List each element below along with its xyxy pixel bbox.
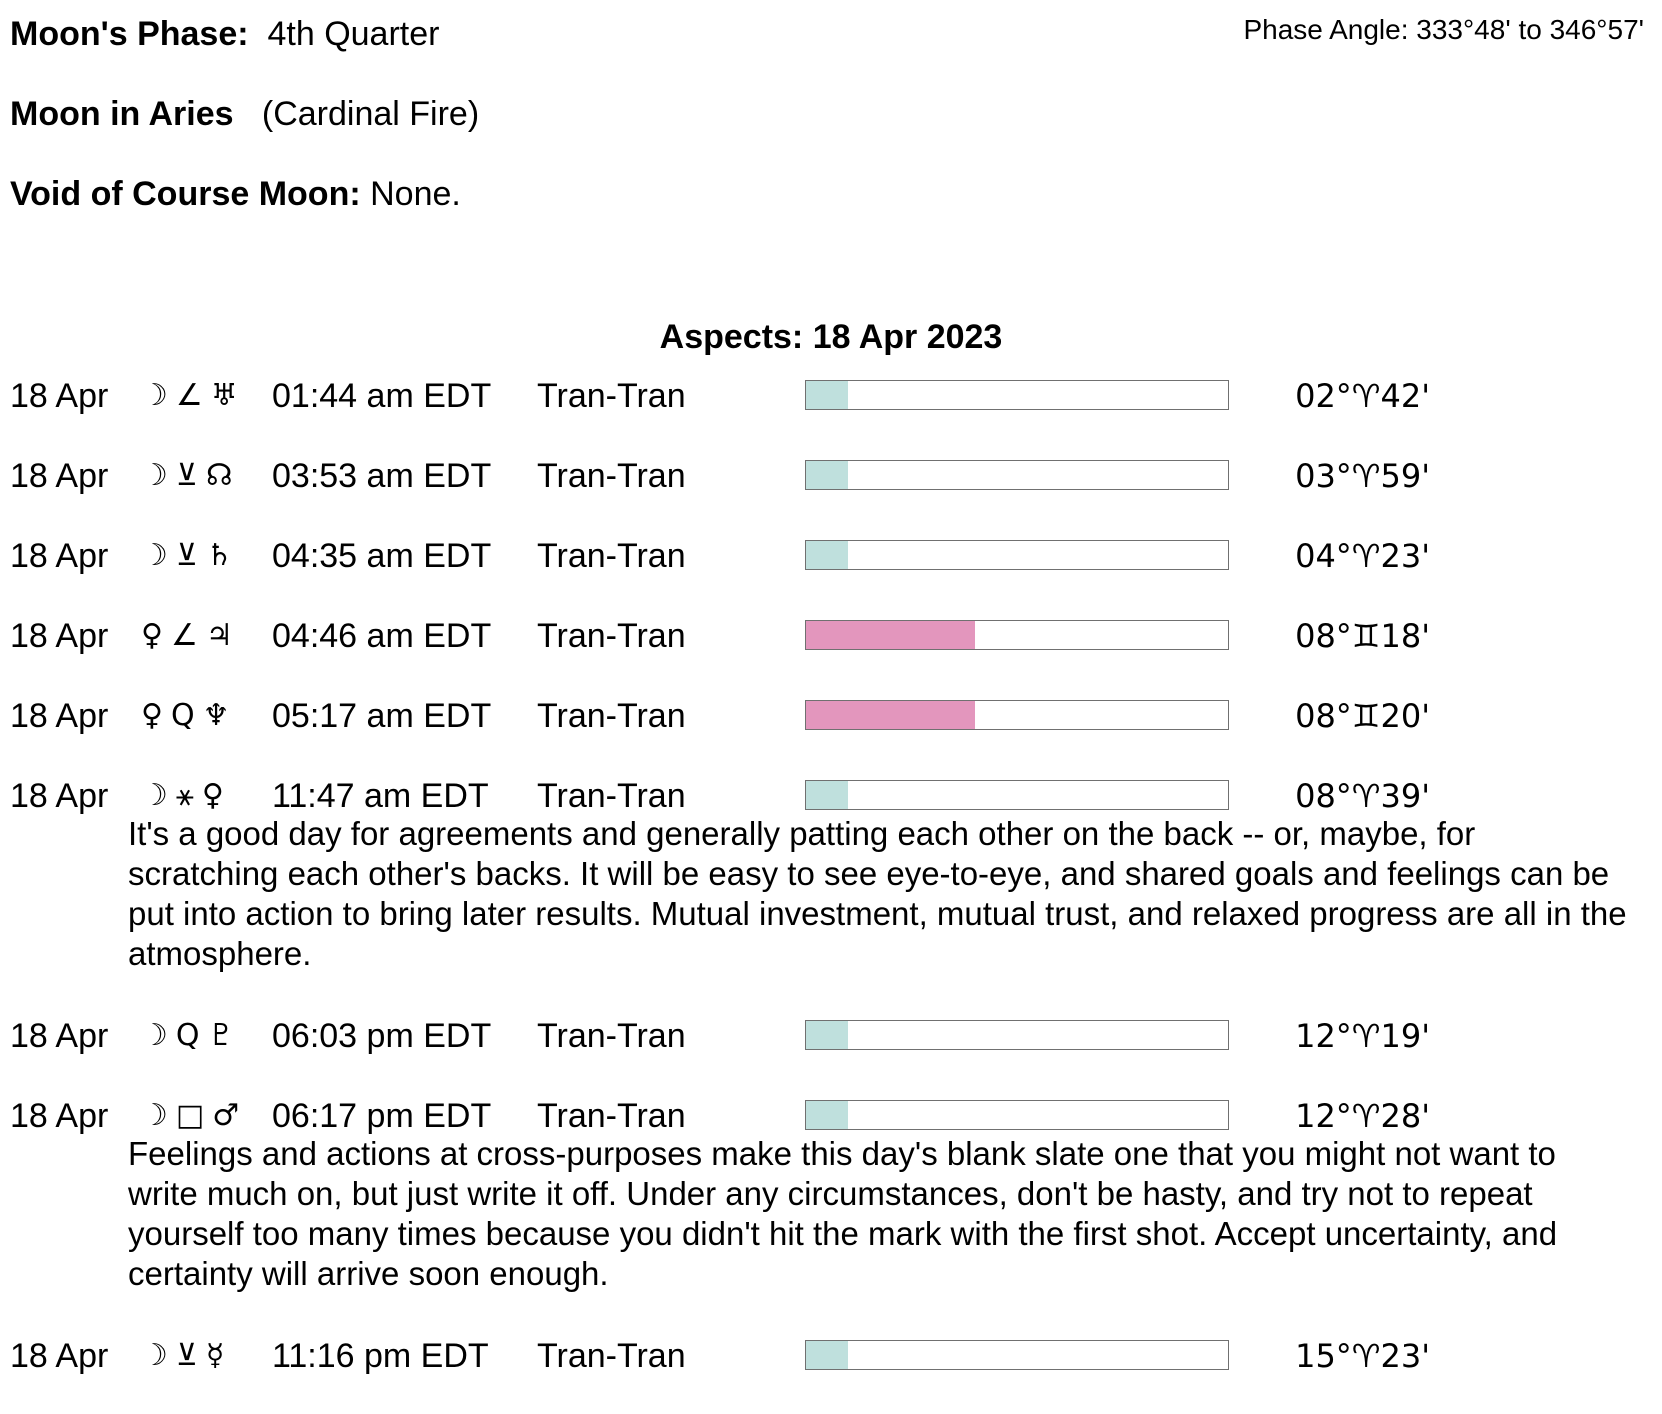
aspect-date: 18 Apr (10, 1337, 109, 1375)
aspect-type: Tran-Tran (537, 1097, 686, 1135)
aspect-position: 02°♈42' (1295, 377, 1430, 415)
aspect-date: 18 Apr (10, 537, 109, 575)
aspect-strength-fill (806, 1021, 848, 1049)
aspect-strength-bar (805, 620, 1229, 650)
aspect-type: Tran-Tran (537, 1337, 686, 1375)
aspect-entry (10, 774, 1650, 1014)
aspect-position: 15°♈23' (1295, 1337, 1430, 1375)
aspect-glyph-icons: ☽∠♅ (141, 378, 246, 413)
aspect-type: Tran-Tran (537, 377, 686, 415)
aspect-entry (10, 534, 1650, 614)
aspect-strength-fill (806, 1101, 848, 1129)
aspect-glyph-icons: ☽□♂ (141, 1098, 248, 1133)
aspect-strength-bar (805, 1340, 1229, 1370)
moon-sign (10, 94, 479, 134)
aspect-row (10, 1334, 1650, 1414)
aspect-entry (10, 1014, 1650, 1094)
aspect-strength-fill (806, 461, 848, 489)
aspect-position: 12°♈19' (1295, 1017, 1430, 1055)
aspect-entry (10, 374, 1650, 454)
aspect-position: 08°♈39' (1295, 777, 1430, 815)
aspect-description: It's a good day for agreements and generally patting each other on the back -- or, maybe, for scratching each other's backs. It will be easy to see eye-to-eye, and shared goals and feelings can be put into action to bring later results. Mutual investment, mutual trust, and relaxed progress are all in the atmosphere. (128, 815, 1627, 972)
aspect-type: Tran-Tran (537, 777, 686, 815)
aspect-strength-bar (805, 780, 1229, 810)
aspect-entry (10, 1094, 1650, 1334)
moon-sign-label: Moon in Aries (10, 95, 234, 133)
aspect-row (10, 454, 1650, 534)
aspect-date: 18 Apr (10, 457, 109, 495)
aspect-glyph-icons: ☽⊻☿ (141, 1338, 233, 1373)
aspect-time: 11:16 pm EDT (272, 1337, 489, 1375)
aspect-entry (10, 1334, 1650, 1414)
void-of-course-value: None. (370, 175, 461, 213)
aspect-time: 04:46 am EDT (272, 617, 492, 655)
aspect-date: 18 Apr (10, 377, 109, 415)
void-of-course-label: Void of Course Moon: (10, 175, 361, 213)
aspect-strength-fill (806, 541, 848, 569)
aspect-strength-bar (805, 460, 1229, 490)
aspect-position: 04°♈23' (1295, 537, 1430, 575)
aspect-row (10, 374, 1650, 454)
phase-angle: Phase Angle: 333°48' to 346°57' (1243, 14, 1644, 45)
aspect-type: Tran-Tran (537, 1017, 686, 1055)
moon-phase-label: Moon's Phase: (10, 15, 249, 53)
aspect-row (10, 694, 1650, 774)
aspects-list (10, 374, 1650, 1414)
moon-sign-value: (Cardinal Fire) (261, 95, 480, 133)
aspect-type: Tran-Tran (537, 697, 686, 735)
aspect-position: 12°♈28' (1295, 1097, 1430, 1135)
aspect-strength-fill (806, 621, 975, 649)
aspect-date: 18 Apr (10, 697, 109, 735)
moon-phase-value: 4th Quarter (267, 15, 440, 53)
aspect-time: 11:47 am EDT (272, 777, 489, 815)
aspect-strength-fill (806, 381, 848, 409)
aspect-row (10, 614, 1650, 694)
aspect-glyph-icons: ☽Q♇ (141, 1018, 243, 1053)
aspect-strength-bar (805, 380, 1229, 410)
aspect-position: 08°♊18' (1295, 617, 1430, 655)
aspect-date: 18 Apr (10, 1097, 109, 1135)
aspect-row (10, 534, 1650, 614)
aspect-strength-bar (805, 1020, 1229, 1050)
aspects-title: Aspects: 18 Apr 2023 (659, 318, 1003, 356)
aspect-time: 01:44 am EDT (272, 377, 492, 415)
aspect-row (10, 774, 1650, 814)
aspect-strength-fill (806, 701, 975, 729)
aspect-entry (10, 694, 1650, 774)
aspect-strength-fill (806, 1341, 848, 1369)
aspect-date: 18 Apr (10, 1017, 109, 1055)
aspect-date: 18 Apr (10, 617, 109, 655)
aspect-entry (10, 454, 1650, 534)
aspect-type: Tran-Tran (537, 617, 686, 655)
aspect-glyph-icons: ☽⊻♄ (141, 538, 241, 573)
aspect-strength-bar (805, 1100, 1229, 1130)
aspect-glyph-icons: ☽⊻☊ (141, 458, 241, 493)
aspect-strength-bar (805, 700, 1229, 730)
aspect-strength-bar (805, 540, 1229, 570)
aspect-position: 08°♊20' (1295, 697, 1430, 735)
aspect-strength-fill (806, 781, 848, 809)
moon-phase (10, 14, 439, 54)
aspect-time: 06:03 pm EDT (272, 1017, 492, 1055)
aspect-time: 06:17 pm EDT (272, 1097, 492, 1135)
aspect-position: 03°♈59' (1295, 457, 1430, 495)
aspect-entry (10, 614, 1650, 694)
aspect-type: Tran-Tran (537, 457, 686, 495)
aspect-time: 04:35 am EDT (272, 537, 492, 575)
aspect-time: 03:53 am EDT (272, 457, 492, 495)
aspect-type: Tran-Tran (537, 537, 686, 575)
aspect-date: 18 Apr (10, 777, 109, 815)
aspect-glyph-icons: ♀Q♆ (141, 698, 238, 733)
void-of-course (10, 174, 461, 214)
aspect-row (10, 1014, 1650, 1094)
aspect-glyph-icons: ♀∠♃ (141, 618, 241, 653)
aspect-time: 05:17 am EDT (272, 697, 492, 735)
aspect-row (10, 1094, 1650, 1134)
aspect-description: Feelings and actions at cross-purposes make this day's blank slate one that you might not want to write much on, but just write it off. Under any circumstances, don't be hasty, and try not to repeat yourself too many times because you didn't hit the mark with the first shot. Accept uncertainty, and certainty will arrive soon enough. (128, 1135, 1558, 1292)
aspect-glyph-icons: ☽⚹♀ (141, 778, 232, 813)
